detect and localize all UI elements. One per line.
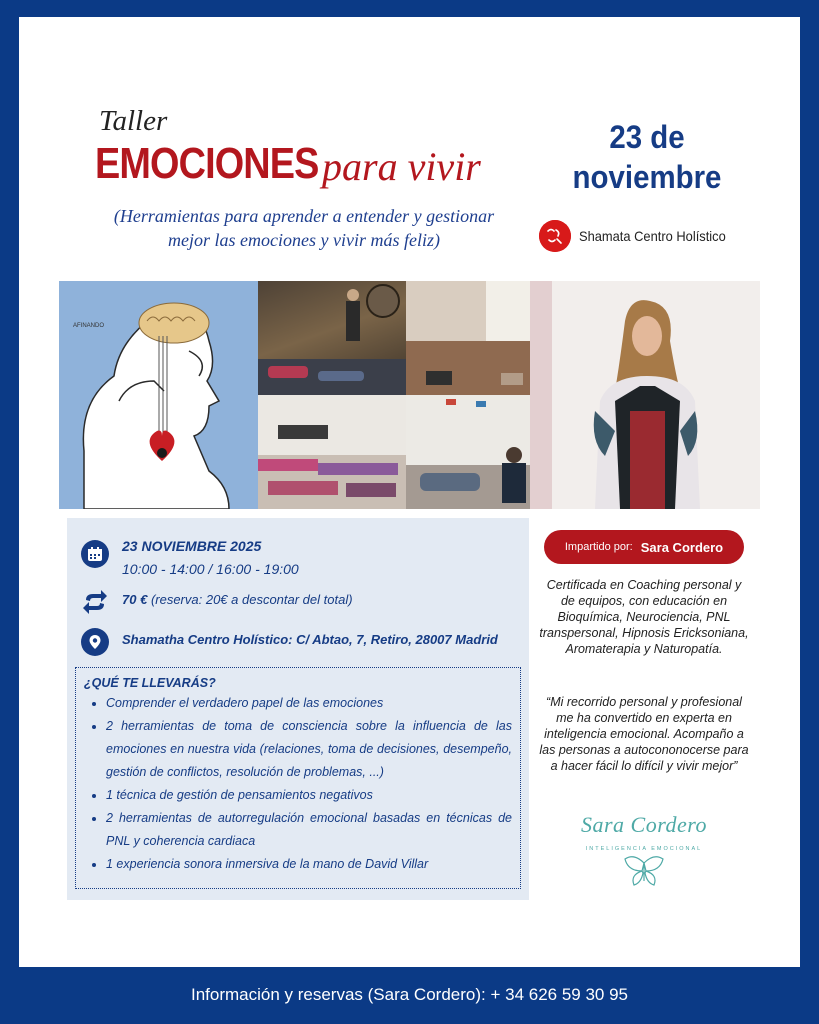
- event-date-line-2: noviembre: [572, 159, 722, 195]
- list-item: • 1 técnica de gestión de pensamientos negativos: [106, 784, 512, 807]
- photo-yoga-mats-svg: [258, 395, 406, 509]
- calendar-icon: [81, 540, 109, 568]
- venue-brand: [539, 220, 739, 252]
- list-item: • 2 herramientas de toma de consciencia sobre la influencia de las emociones en nuestra vida (relaciones, toma de decisiones, desempeño, gestión de conflictos, resolución de problemas, ...): [106, 715, 512, 784]
- illustration-brain-guitar: [59, 281, 258, 509]
- photo-room-sunlight-svg: [406, 281, 530, 395]
- photo-speaker-svg: [530, 281, 760, 509]
- event-details-box: [67, 518, 529, 900]
- subtitle-line-2: mejor las emociones y vivir más feliz): [168, 230, 440, 250]
- photo-participants-svg: [406, 395, 530, 509]
- footer-contact: Información y reservas (Sara Cordero): + 34 626 59 30 95: [190, 985, 629, 1004]
- price-amount: 70 €: [122, 592, 148, 607]
- photo-yoga-mats: [258, 395, 406, 509]
- subtitle-line-1: (Herramientas para aprender a entender y gestionar: [113, 206, 495, 226]
- price-note: (reserva: 20€ a descontar del total): [150, 592, 353, 607]
- speaker-bio: Certificada en Coaching personal y de equipos, con educación en Bioquímica, Neurociencia, PNL transpersonal, Hipnosis Ericksoniana, Aromaterapia y Naturopatía.: [539, 578, 749, 656]
- illustration-caption: AFINANDO: [73, 323, 105, 329]
- calendar-icon-glyph: [87, 546, 103, 562]
- page-title: EMOCIONES: [95, 139, 319, 188]
- photo-speaker: [530, 281, 760, 509]
- refresh-icon: [81, 588, 109, 616]
- venue-logo-glyph: [539, 220, 571, 252]
- event-date: 23 NOVIEMBRE 2025: [122, 538, 262, 554]
- signature-subtitle: INTELIGENCIA EMOCIONAL: [585, 846, 703, 852]
- venue-name: Shamata Centro Holístico: [579, 228, 726, 244]
- benefits-title: ¿QUÉ TE LLEVARÁS?: [84, 676, 216, 690]
- location-pin-icon-glyph: [87, 634, 103, 650]
- event-type: Taller: [99, 105, 168, 137]
- page-title-script: para vivir: [322, 144, 481, 189]
- venue-logo-icon: [539, 220, 571, 252]
- photo-strip: [59, 281, 760, 509]
- location-pin-icon: [81, 628, 109, 656]
- photo-participants: [406, 395, 530, 509]
- butterfly-icon: [622, 855, 666, 887]
- speaker-badge-label: Impartido por:: [564, 541, 633, 553]
- subtitle: [79, 204, 529, 252]
- list-item: • 1 experiencia sonora inmersiva de la mano de David Villar: [106, 853, 512, 876]
- speaker-signature: Sara Cordero: [581, 812, 707, 837]
- speaker-badge-name: Sara Cordero: [640, 539, 724, 555]
- illustration-svg: [59, 281, 258, 509]
- speaker-quote: “Mi recorrido personal y profesional me ha convertido en experta en inteligencia emocional. Acompaño a las personas a autocononocerse para a hacer fácil lo difícil y vivir mejor”: [539, 695, 749, 773]
- speaker-badge: [544, 530, 744, 564]
- event-time: 10:00 - 14:00 / 16:00 - 19:00: [122, 561, 299, 577]
- benefits-section: [75, 667, 521, 889]
- event-date-large: [561, 117, 732, 197]
- refresh-icon-glyph: [81, 588, 109, 616]
- benefits-list: [84, 692, 512, 876]
- flyer-card: [19, 17, 800, 967]
- photo-room-sunlight: [406, 281, 530, 395]
- event-location: Shamatha Centro Holístico: C/ Abtao, 7, Retiro, 28007 Madrid: [122, 632, 498, 647]
- butterfly-icon-glyph: [622, 855, 666, 887]
- list-item: • Comprender el verdadero papel de las emociones: [106, 692, 512, 715]
- photo-workshop-gong-svg: [258, 281, 406, 395]
- photo-workshop-gong: [258, 281, 406, 395]
- event-date-line-1: 23 de: [609, 119, 685, 155]
- list-item: • 2 herramientas de autorregulación emocional basadas en técnicas de PNL y coherencia cardiaca: [106, 807, 512, 853]
- event-price: [122, 592, 353, 607]
